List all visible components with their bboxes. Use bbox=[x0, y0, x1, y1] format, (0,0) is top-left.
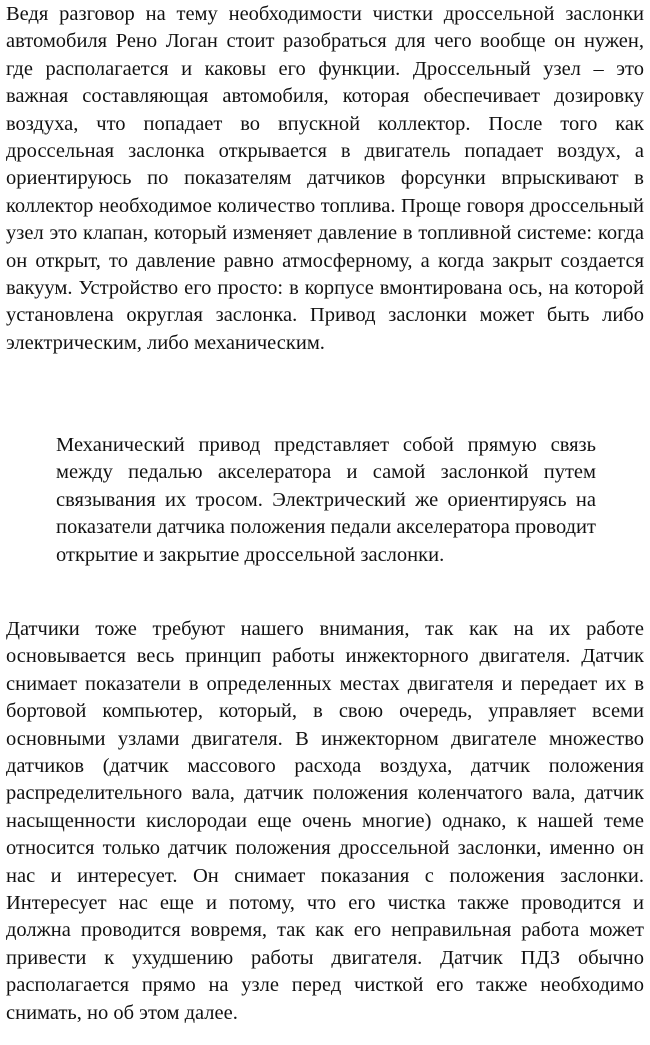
block-quote-drive-types: Механический привод представляет собой прямую связь между педалью акселератора и самой заслонкой путем связывания их тросом. Электрический же ориентируясь на показатели датчика положения педали акселератора проводит открытие и закрытие дроссельной заслонки. bbox=[56, 434, 596, 566]
paragraph-throttle-overview: Ведя разговор на тему необходимости чистки дроссельной заслонки автомобиля Рено Логан стоит разобраться для чего вообще он нужен, где располагается и каковы его функции. Дроссельный узел – это важная составляющая автомобиля, которая обеспечивает дозировку воздуха, что попадает во впускной коллектор. После того как дроссельная заслонка открывается в двигатель попадает воздух, а ориентируюсь по показателям датчиков форсунки впрыскивают в коллектор необходимое количество топлива. Проще говоря дроссельный узел это клапан, который изменяет давление в топливной системе: когда он открыт, то давление равно атмосферному, а когда закрыт создается вакуум. Устройство его просто: в корпусе вмонтирована ось, на которой установлена округлая заслонка. Привод заслонки может быть либо электрическим, либо механическим. bbox=[6, 3, 644, 354]
paragraph-sensors: Датчики тоже требуют нашего внимания, так как на их работе основывается весь принцип работы инжекторного двигателя. Датчик снимает показатели в определенных местах двигателя и передает их в бортовой компьютер, который, в свою очередь, управляет всеми основными узлами двигателя. В инжекторном двигателе множество датчиков (датчик массового расхода воздуха, датчик положения распределительного вала, датчик положения коленчатого вала, датчик насыщенности кислородаи еще очень многие) однако, к нашей теме относится только датчик положения дроссельной заслонки, именно он нас и интересует. Он снимает показания с положения заслонки. Интересует нас еще и потому, что его чистка также проводится и должна проводится вовремя, так как его неправильная работа может привести к ухудшению работы двигателя. Датчик ПДЗ обычно располагается прямо на узле перед чисткой его также необходимо снимать, но об этом далее. bbox=[6, 618, 644, 1024]
